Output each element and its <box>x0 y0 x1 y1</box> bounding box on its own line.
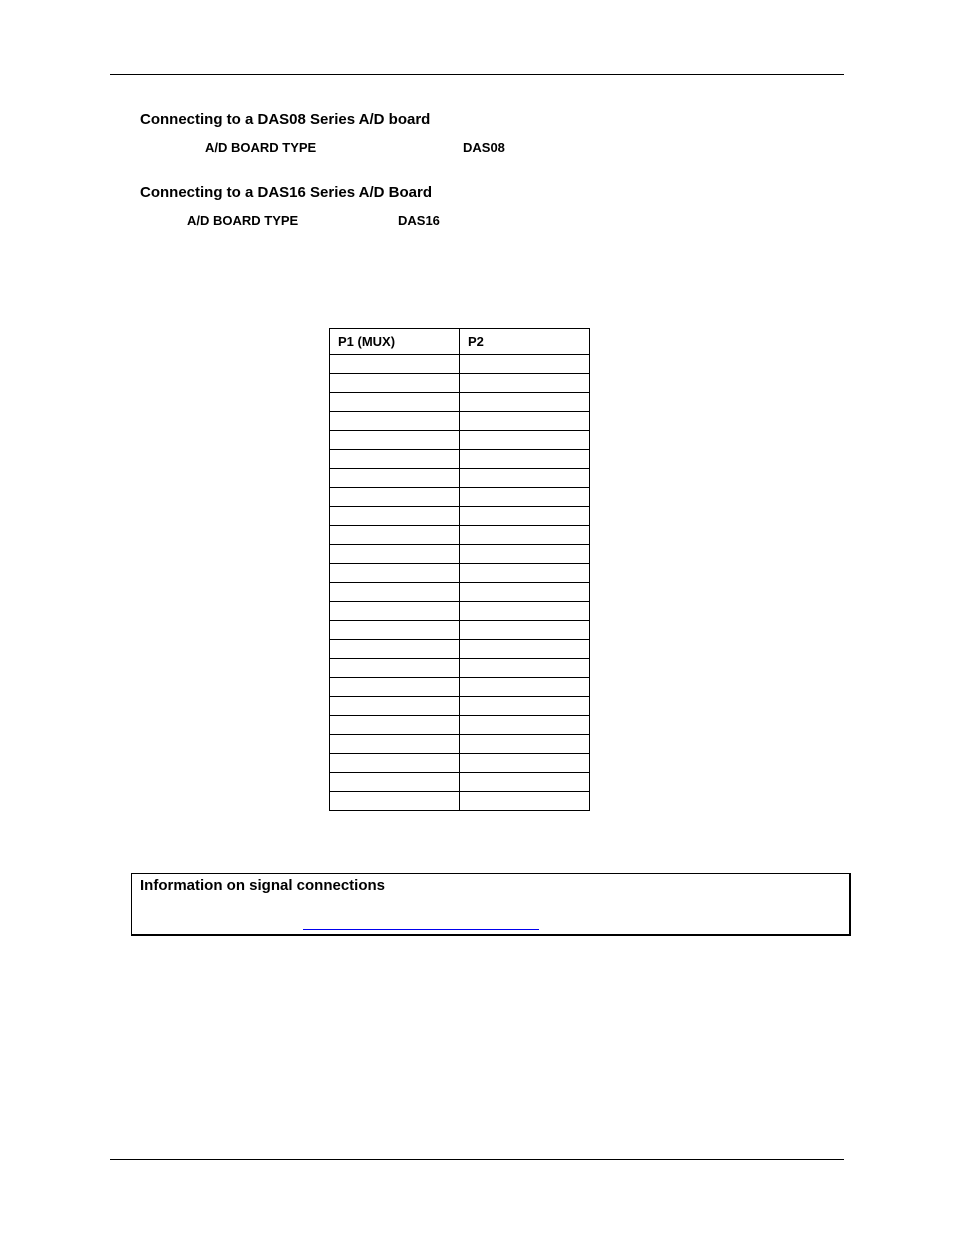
p2-cell <box>460 678 590 697</box>
board-type-value-das08: DAS08 <box>463 140 505 155</box>
p1-mux-cell <box>330 583 460 602</box>
p2-cell <box>460 564 590 583</box>
p2-cell <box>460 754 590 773</box>
p1-mux-cell <box>330 773 460 792</box>
table-row <box>330 469 590 488</box>
table-row <box>330 773 590 792</box>
p1-mux-cell <box>330 640 460 659</box>
table-row <box>330 659 590 678</box>
pin-table-body <box>330 355 590 811</box>
table-row <box>330 640 590 659</box>
table-row <box>330 735 590 754</box>
table-row <box>330 678 590 697</box>
p1-mux-cell <box>330 659 460 678</box>
p1-mux-cell <box>330 431 460 450</box>
p2-cell <box>460 792 590 811</box>
p1-mux-cell <box>330 488 460 507</box>
column-header-p2: P2 <box>460 329 590 355</box>
table-row <box>330 393 590 412</box>
p2-cell <box>460 545 590 564</box>
p2-cell <box>460 507 590 526</box>
p1-mux-cell <box>330 355 460 374</box>
p2-cell <box>460 374 590 393</box>
p2-cell <box>460 697 590 716</box>
pin-mapping-table <box>329 328 590 811</box>
table-row <box>330 412 590 431</box>
table-row <box>330 526 590 545</box>
p1-mux-cell <box>330 792 460 811</box>
p2-cell <box>460 412 590 431</box>
p1-mux-cell <box>330 735 460 754</box>
p2-cell <box>460 640 590 659</box>
table-row <box>330 374 590 393</box>
p2-cell <box>460 355 590 374</box>
table-row <box>330 507 590 526</box>
table-row <box>330 716 590 735</box>
p2-cell <box>460 431 590 450</box>
section-heading-das16: Connecting to a DAS16 Series A/D Board <box>140 184 433 201</box>
table-row <box>330 431 590 450</box>
info-box <box>131 873 851 936</box>
p1-mux-cell <box>330 754 460 773</box>
p1-mux-cell <box>330 469 460 488</box>
p1-mux-cell <box>330 374 460 393</box>
info-box-link-underline[interactable] <box>303 929 539 930</box>
header-rule <box>110 74 844 75</box>
p1-mux-cell <box>330 564 460 583</box>
table-row <box>330 564 590 583</box>
p1-mux-cell <box>330 716 460 735</box>
table-row <box>330 450 590 469</box>
p2-cell <box>460 469 590 488</box>
table-header-row <box>330 329 590 355</box>
p2-cell <box>460 716 590 735</box>
p1-mux-cell <box>330 412 460 431</box>
board-type-label-das08: A/D BOARD TYPE <box>205 140 317 155</box>
p1-mux-cell <box>330 621 460 640</box>
p1-mux-cell <box>330 678 460 697</box>
section-heading-das08: Connecting to a DAS08 Series A/D board <box>140 111 431 128</box>
p1-mux-cell <box>330 545 460 564</box>
p1-mux-cell <box>330 507 460 526</box>
p1-mux-cell <box>330 393 460 412</box>
footer-rule <box>110 1159 844 1160</box>
p2-cell <box>460 393 590 412</box>
p2-cell <box>460 621 590 640</box>
p2-cell <box>460 526 590 545</box>
p2-cell <box>460 659 590 678</box>
p1-mux-cell <box>330 526 460 545</box>
board-type-value-das16: DAS16 <box>398 213 440 228</box>
p1-mux-cell <box>330 450 460 469</box>
p2-cell <box>460 583 590 602</box>
table-row <box>330 488 590 507</box>
p2-cell <box>460 773 590 792</box>
table-row <box>330 792 590 811</box>
p1-mux-cell <box>330 602 460 621</box>
board-type-label-das16: A/D BOARD TYPE <box>187 213 299 228</box>
p2-cell <box>460 735 590 754</box>
table-row <box>330 355 590 374</box>
table-row <box>330 697 590 716</box>
info-box-title: Information on signal connections <box>140 877 386 894</box>
p2-cell <box>460 450 590 469</box>
table-row <box>330 583 590 602</box>
p2-cell <box>460 602 590 621</box>
table-row <box>330 621 590 640</box>
p2-cell <box>460 488 590 507</box>
table-row <box>330 602 590 621</box>
column-header-p1-mux: P1 (MUX) <box>330 329 460 355</box>
table-row <box>330 754 590 773</box>
table-row <box>330 545 590 564</box>
p1-mux-cell <box>330 697 460 716</box>
